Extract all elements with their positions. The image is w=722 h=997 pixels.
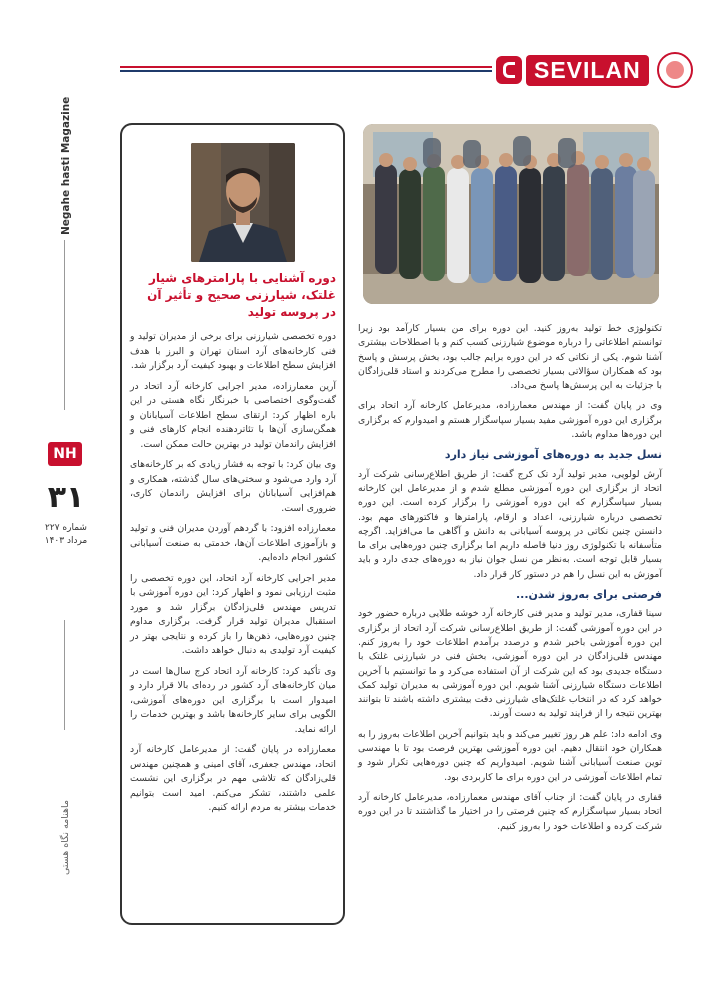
sidebar-title: دوره آشنایی با پارامترهای شیار غلتک، شیارزنی صحیح و تأثیر آن در پروسه تولید <box>147 271 336 319</box>
header-rule <box>120 66 492 73</box>
sevilan-logo <box>496 50 708 90</box>
subheading-opportunity: فرصتی برای به‌روز شدن... <box>515 588 662 602</box>
sidebar-paragraph: وی بیان کرد: با توجه به فشار زیادی که بر کارخانه‌های آرد وارد می‌شود و سختی‌های سال گذشته، همکاری و هم‌افزایی آسیابانان برای افزایش راندمان کاری، ضروری است. <box>130 459 336 514</box>
magazine-name-fa: ماهنامه نگاه هستی <box>60 799 71 875</box>
issue-info <box>40 522 92 548</box>
article-paragraph: وی در پایان گفت: از مهندس معمارزاده، مدیرعامل کارخانه آرد اتحاد برای برگزاری این دوره آموزشی مفید بسیار سپاسگزار هستم و امیدوارم که برگزاری این دوره‌ها مداوم باشد. <box>358 400 662 441</box>
magazine-logo: NH <box>48 442 82 466</box>
issue-number: شماره ۲۲۷ <box>45 523 87 533</box>
article-paragraph: آرش لولویی، مدیر تولید آرد تک کرج گفت: از طریق اطلاع‌رسانی شرکت آرد اتحاد از برگزاری این دوره آموزشی مطلع شدم و از مدیرعامل این کارخانه بسیار سپاسگزارم که این دوره آموزشی را برگزار کرده است. این دوره تخصصی درباره شیارزنی، اعداد و ارقام، پارامترها و فاکتورهای مهم بود. دانستن چنین نکاتی در پروسه آسیابانی به دانش و آگاهی ما می‌افزاید. اگرچه متأسفانه با تکنولوژی روز دنیا فاصله داریم اما برگزاری چنین دوره‌هایی برای ما بسیار قابل توجه است. به‌نظر من نسل جوان نیاز به دوره‌های جدی دارد و باید آموزش به این نسل را هم در دستور کار قرار داد. <box>358 468 662 580</box>
page-number: ۳۱ <box>47 480 85 515</box>
sidebar-paragraph: آرین معمارزاده، مدیر اجرایی کارخانه آرد اتحاد در گفت‌وگوی اختصاصی با خبرنگار نگاه هستی در این باره اظهار کرد: ارتقای سطح اطلاعات آسیابانان و همگن‌سازی آن‌ها با تئاتر‌دهنده انجام کارهای فنی و افزایش راندمان تولید در بهترین حالت ممکن است. <box>130 380 336 450</box>
side-divider-lower <box>64 620 65 730</box>
sidebar-paragraph: مدیر اجرایی کارخانه آرد اتحاد، این دوره تخصصی را مثبت ارزیابی نمود و اظهار کرد: این دوره آموزشی با تدریس مهندس قلی‌زادگان برگزار شد و مورد استقبال مدیران تولید قرار گرفت. برگزاری مداوم چنین دوره‌هایی، ذهن‌ها را باز کرده و نتایجی بهتر در کیفیت آرد تولیدی به دنبال خواهد داشت. <box>130 572 336 656</box>
sidebar-paragraph: دوره تخصصی شیارزنی برای برخی از مدیران تولید و فنی کارخانه‌های آرد استان تهران و البرز با هدف افزایش سطح اطلاعات و بهبود کیفیت آرد برگزار شد. <box>130 331 336 371</box>
side-divider <box>64 240 65 410</box>
issue-date: مرداد ۱۴۰۳ <box>44 536 88 546</box>
sidebar-paragraph: معمارزاده افزود: با گردهم آوردن مدیران فنی و تولید و بازآموزی اطلاعات آن‌ها، خدمتی به صنعت آسیابانی کشور انجام داده‌ایم. <box>130 523 336 563</box>
group-photo <box>363 124 659 304</box>
article-body <box>358 322 662 840</box>
article-paragraph: وی ادامه داد: علم هر روز تغییر می‌کند و باید بتوانیم آخرین اطلاعات به‌روز را به همکاران خود انتقال دهیم. این دوره آموزشی بهترین فرصت بود تا با مهندسی توین صنعت آسیابانی آشنا شویم. امیدواریم که چنین دوره‌هایی تکرار شود و تمام اطلاعات آموزشی در این دوره برای ما کاربردی بود. <box>358 728 662 783</box>
article-paragraph: قفاری در پایان گفت: از جناب آقای مهندس معمارزاده، مدیرعامل کارخانه آرد اتحاد بسیار سپاسگزارم که چنین فرصتی را در اختیار ما گذاشتند تا در این دوره شرکت کرده و اطلاعات خود را به‌روز کنیم. <box>358 791 662 832</box>
brand-wordmark: SEVILAN <box>526 55 649 86</box>
magazine-name-en: Negahe hasti Magazine <box>60 96 72 235</box>
sidebar-paragraph: معمارزاده در پایان گفت: از مدیرعامل کارخانه آرد اتحاد، مهندس جعفری، آقای امینی و همچنین مهندس قلی‌زادگان که تلاشی مهم در برگزاری این نشست علمی داشتند، تشکر می‌کنم. امید است بتوانیم خدمات بیشتر به مردم ارائه کنیم. <box>130 744 336 813</box>
portrait-photo <box>191 143 295 262</box>
seal-icon <box>657 52 693 88</box>
subheading-new-generation: نسل جدید به دوره‌های آموزشی نیاز دارد <box>444 448 662 462</box>
sidebar-body <box>130 330 336 822</box>
sidebar-paragraph: وی تأکید کرد: کارخانه آرد اتحاد کرج سال‌ها است در میان کارخانه‌های آرد کشور در رده‌ای بالا قرار دارد و امیدوار است با برگزاری این دوره‌های آموزشی، الگویی برای سایر کارخانه‌ها باشد و بهترین خدمات را ارائه نماید. <box>130 665 336 735</box>
article-paragraph: سینا قفاری، مدیر تولید و مدیر فنی کارخانه آرد خوشه طلایی درباره حضور خود در این دوره آموزشی گفت: از طریق اطلاع‌رسانی شرکت آرد اتحاد از برگزاری این دوره آموزشی باخبر شدم و درصدد برآمدم اطلاعات خود را به‌روز کنم. مهندس قلی‌زادگان در این دوره آموزشی، بخش فنی در شیارزنی غلتک با دستگاه جدیدی بود که این شرکت از آن استفاده می‌کرد و ما توانستیم با آخرین اطلاعات دستگاه شیارزنی آشنا شویم. این دوره آموزشی به مدیران تولید کمک خواهد کرد که در انتخاب غلتک‌های شیارزنی دقت بیشتری داشته باشند تا بتوانند بهترین نتیجه را از فرایند تولید به دست آورند. <box>358 608 662 720</box>
sevilan-mark-icon <box>496 56 522 84</box>
article-paragraph: تکنولوژی خط تولید به‌روز کنید. این دوره برای من بسیار کارآمد بود زیرا توانستم اطلاعاتی را درباره موضوع شیارزنی کسب کنم و با اصطلاحات بیشتری آشنا شوم. یکی از نکاتی که در این دوره برایم جالب بود، بخش پرسش و پاسخ بود که همکاران سؤالاتی بسیار تخصصی را مطرح می‌کردند و استاد قلی‌زادگان با جزئیات به این پرسش‌ها پاسخ می‌داد. <box>358 323 662 392</box>
